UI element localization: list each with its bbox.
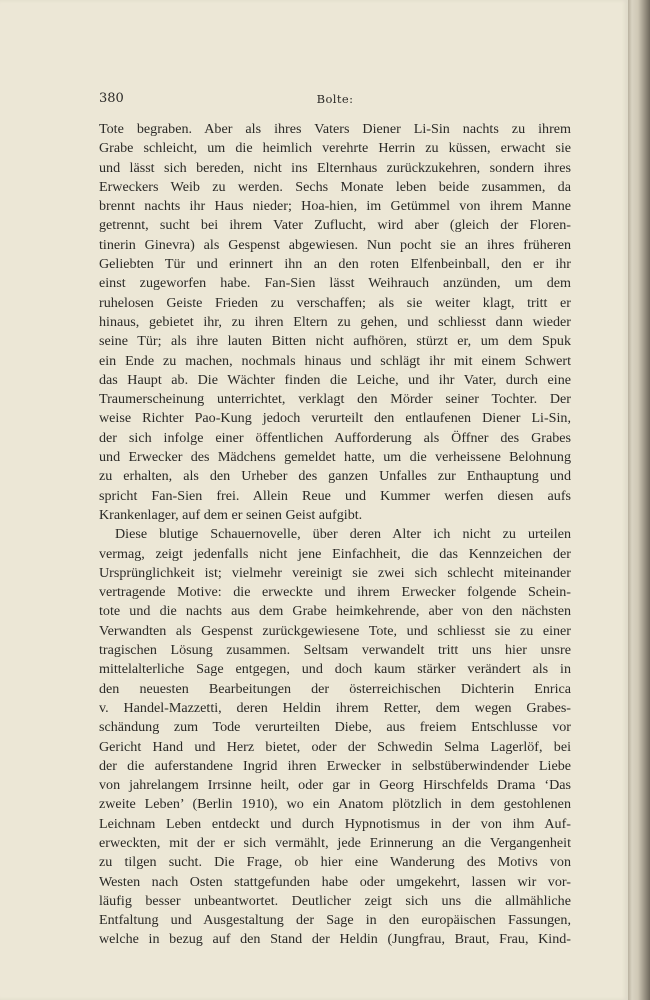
- text-line: zu tilgen sucht. Die Frage, ob hier eine Wanderung des Motivs von: [99, 854, 571, 871]
- text-line: getrennt, sucht bei ihrem Vater Zuflucht, wird aber (gleich der Floren-: [99, 217, 571, 234]
- text-line: schändung zum Tode verurteilten Diebe, aus freiem Entschlusse vor: [99, 719, 571, 736]
- text-line: vertragende Motive: die erweckte und ihrem Erwecker folgende Schein-: [99, 584, 571, 601]
- page-number: 380: [99, 91, 124, 106]
- text-line: Entfaltung und Ausgestaltung der Sage in den europäischen Fassungen,: [99, 912, 571, 929]
- text-line: läufig besser unbeantwortet. Deutlicher zeigt sich uns die allmähliche: [99, 892, 571, 909]
- running-head: Bolte:: [316, 92, 354, 106]
- text-line: v. Handel-Mazzetti, deren Heldin ihrem Retter, dem wegen Grabes-: [99, 699, 571, 716]
- text-line: hinaus, gebietet ihr, zu ihren Eltern zu gehen, und schliesst dann wieder: [99, 313, 571, 330]
- text-line: spricht Fan-Sien frei. Allein Reue und Kummer werfen diesen aufs: [99, 487, 571, 504]
- text-line: welche in bezug auf den Stand der Heldin (Jungfrau, Braut, Frau, Kind-: [99, 931, 571, 948]
- text-line: den neuesten Bearbeitungen der österreichischen Dichterin Enrica: [99, 680, 571, 697]
- text-line: zu erhalten, als den Urheber des ganzen Unfalles zur Enthauptung und: [99, 468, 571, 485]
- text-line: Grabe schleicht, um die heimlich verehrte Herrin zu küssen, erwacht sie: [99, 140, 571, 157]
- text-line: seine Tür; als ihre lauten Bitten nicht aufhören, stürzt er, um dem Spuk: [99, 333, 571, 350]
- text-line: ein Ende zu machen, nochmals hinaus und schlägt ihr mit einem Schwert: [99, 352, 571, 369]
- page-header: [99, 91, 571, 111]
- page-edge: [628, 0, 650, 1000]
- text-line: Traumerscheinung unterrichtet, verklagt den Mörder seiner Tochter. Der: [99, 391, 571, 408]
- paragraph: [99, 120, 571, 525]
- text-line: Leichnam Leben entdeckt und durch Hypnotismus in der von ihm Auf-: [99, 815, 571, 832]
- text-line: von jahrelangem Irrsinne heilt, oder gar in Georg Hirschfelds Drama ‘Das: [99, 777, 571, 794]
- text-line: zweite Leben’ (Berlin 1910), wo ein Anatom plötzlich in dem gestohlenen: [99, 796, 571, 813]
- text-line: brennt nachts ihr Haus nieder; Hoa-hien, im Getümmel von ihrem Manne: [99, 198, 571, 215]
- text-line: der sich infolge einer öffentlichen Aufforderung als Öffner des Grabes: [99, 429, 571, 446]
- text-line: der die auferstandene Ingrid ihren Erwecker in selbstüberwindender Liebe: [99, 757, 571, 774]
- text-line: Westen nach Osten stattgefunden habe oder umgekehrt, lassen wir vor-: [99, 873, 571, 890]
- text-line: ruhelosen Geiste Frieden zu verschaffen; als sie weiter klagt, tritt er: [99, 294, 571, 311]
- text-line: weise Richter Pao-Kung jedoch verurteilt den entlaufenen Diener Li-Sin,: [99, 410, 571, 427]
- paragraph: [99, 525, 571, 950]
- text-line: Tote begraben. Aber als ihres Vaters Diener Li-Sin nachts zu ihrem: [99, 121, 571, 137]
- text-line: Gericht Hand und Herz bietet, oder der Schwedin Selma Lagerlöf, bei: [99, 738, 571, 755]
- text-line: tote und die nachts aus dem Grabe heimkehrende, aber von den nächsten: [99, 603, 571, 620]
- text-line: tinerin Ginevra) als Gespenst abgewiesen. Nun pocht sie an ihres früheren: [99, 236, 571, 253]
- text-line: das Haupt ab. Die Wächter finden die Leiche, und ihr Vater, durch eine: [99, 371, 571, 388]
- text-line: vermag, zeigt jedenfalls nicht jene Einfachheit, die das Kennzeichen der: [99, 545, 571, 562]
- text-line: Verwandten als Gespenst zurückgewiesene Tote, und schliesst sie zu einer: [99, 622, 571, 639]
- text-line: Erweckers Weib zu werden. Sechs Monate leben beide zusammen, da: [99, 178, 571, 195]
- text-line: erweckten, mit der er sich vermählt, jede Erinnerung an die Vergangenheit: [99, 834, 571, 851]
- text-line: Diese blutige Schauernovelle, über deren Alter ich nicht zu urteilen: [115, 526, 571, 543]
- body-text: [99, 120, 571, 950]
- text-line: und lässt sich bereden, nicht ins Elternhaus zurückzukehren, sondern ihres: [99, 159, 571, 176]
- text-line: mittelalterliche Sage entgegen, und doch kaum stärker verändert als in: [99, 661, 571, 678]
- text-line: Krankenlager, auf dem er seinen Geist aufgibt.: [99, 506, 363, 523]
- text-line: und Erwecker des Mädchens gemeldet hatte, um die verheissene Belohnung: [99, 449, 571, 466]
- text-line: einst zugeworfen habe. Fan-Sien lässt Weihrauch anzünden, um dem: [99, 275, 571, 292]
- text-line: Ursprünglichkeit ist; vielmehr vereinigt sie zwei sich schlecht miteinander: [99, 564, 571, 581]
- text-line: Geliebten Tür und erinnert ihn an den roten Elfenbeinball, den er ihr: [99, 256, 571, 273]
- text-line: tragischen Lösung zusammen. Seltsam verwandelt tritt uns hier unsre: [99, 642, 571, 659]
